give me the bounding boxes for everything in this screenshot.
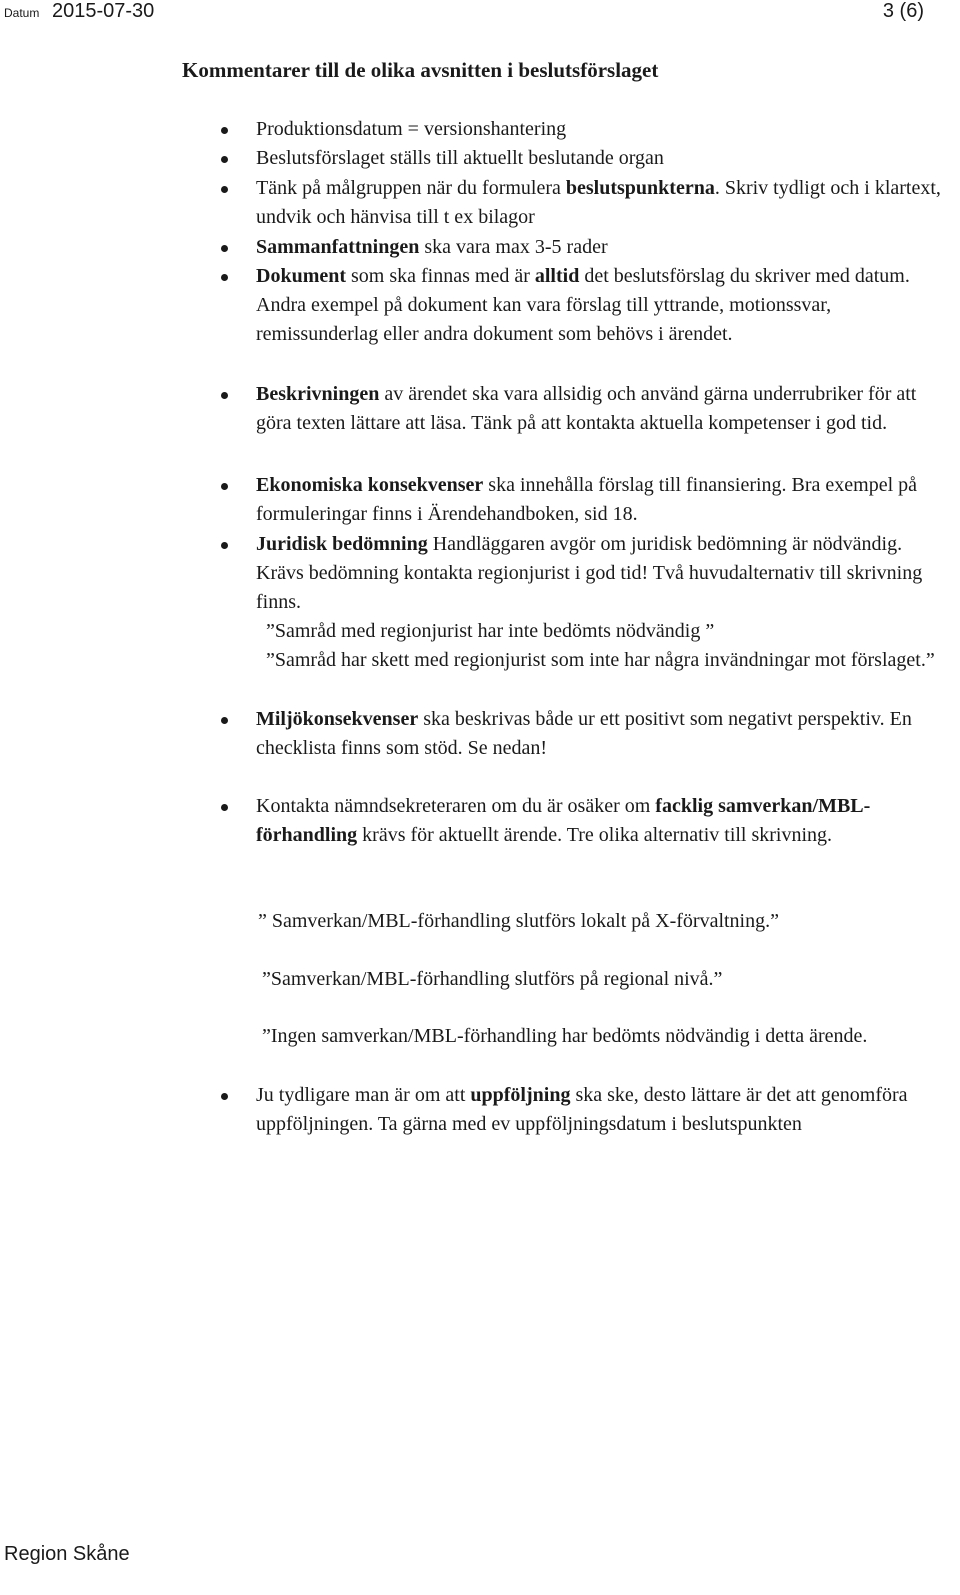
item-text: som ska finnas med är — [346, 265, 535, 287]
item-text: Beslutsförslaget ställs till aktuellt beslutande organ — [256, 147, 664, 169]
list-item-ekonomiska-konsekvenser — [256, 471, 950, 529]
item-keyword: beslutspunkterna — [565, 177, 715, 199]
list-item-sammanfattningen — [256, 233, 950, 262]
item-text: ska vara max 3-5 rader — [419, 236, 608, 258]
section-title: Kommentarer till de olika avsnitten i beslutsförslaget — [182, 58, 659, 82]
item-keyword: Miljökonsekvenser — [256, 708, 419, 730]
list-item-dokument — [256, 262, 950, 349]
quote-samrad-inte-bedomts — [256, 617, 950, 646]
item-text: Kontakta nämndsekreteraren om du är osäker om — [256, 795, 656, 817]
list-item-uppfoljning — [256, 1081, 950, 1139]
item-text: ”Ingen samverkan/MBL-förhandling har bedömts nödvändig i detta ärende. — [262, 1025, 868, 1047]
item-text: krävs för aktuellt ärende. Tre olika alternativ till skrivning. — [357, 824, 833, 846]
item-text: . Skriv tydligt och i klartext, undvik och hänvisa till t ex bilagor — [256, 177, 941, 228]
item-keyword: Juridisk bedömning — [256, 533, 428, 555]
page-number: 3 (6) — [882, 0, 924, 22]
quote-ingen-samverkan — [256, 1022, 950, 1051]
date-value: 2015-07-30 — [52, 0, 155, 22]
item-keyword: Ekonomiska konsekvenser — [256, 474, 484, 496]
item-text: det beslutsförslag du skriver med datum. Andra exempel på dokument kan vara förslag till yttrande, motionssvar, remissunderlag eller andra dokument som behövs i ärendet. — [256, 265, 910, 345]
list-item-facklig-samverkan — [256, 792, 950, 850]
item-text: Ju tydligare man är om att — [256, 1084, 471, 1106]
item-text: ”Samråd har skett med regionjurist som inte har några invändningar mot förslaget.” — [266, 649, 935, 671]
item-text: av ärendet ska vara allsidig och använd gärna underrubriker för att göra texten lättare att läsa. Tänk på att kontakta aktuella kompetenser i god tid. — [256, 383, 917, 434]
item-text: ”Samråd med regionjurist har inte bedömts nödvändig ” — [266, 620, 715, 642]
item-keyword: Sammanfattningen — [256, 236, 420, 258]
page-header — [0, 0, 960, 28]
list-item-beslutande-organ — [256, 144, 950, 173]
item-text: ”Samverkan/MBL-förhandling slutförs på regional nivå.” — [262, 968, 723, 990]
item-text: ska ske, desto lättare är det att genomföra uppföljningen. Ta gärna med ev uppföljningsdatum i beslutspunkten — [256, 1084, 908, 1135]
item-keyword: uppföljning — [470, 1084, 571, 1106]
footer-org: Region Skåne — [4, 1543, 130, 1565]
list-item-miljokonsekvenser — [256, 705, 950, 763]
quote-lokalt — [256, 907, 950, 936]
date-label: Datum — [4, 6, 40, 20]
item-text: Produktionsdatum = versionshantering — [256, 118, 567, 140]
item-text: ska beskrivas både ur ett positivt som negativt perspektiv. En checklista finns som stöd. Se nedan! — [256, 708, 912, 759]
item-text: Handläggaren avgör om juridisk bedömning är nödvändig. Krävs bedömning kontakta regionjurist i god tid! Två huvudalternativ till skrivning finns. — [256, 533, 923, 613]
item-text: ” Samverkan/MBL-förhandling slutförs lokalt på X-förvaltning.” — [258, 910, 779, 932]
item-keyword: Dokument — [256, 265, 347, 287]
list-item-beskrivningen — [256, 380, 950, 438]
quote-samrad-har-skett — [256, 646, 950, 675]
list-item-juridisk-bedomning — [256, 530, 950, 617]
item-keyword: alltid — [534, 265, 580, 287]
item-keyword: facklig samverkan/MBL-förhandling — [256, 795, 871, 846]
item-keyword: Beskrivningen — [256, 383, 380, 405]
list-item-malgruppen — [256, 174, 950, 232]
list-item-produktionsdatum — [256, 115, 950, 144]
item-text: Tänk på målgruppen när du formulera — [256, 177, 566, 199]
item-text: ska innehålla förslag till finansiering. Bra exempel på formuleringar finns i Ärendehandboken, sid 18. — [256, 474, 918, 525]
quote-regional-niva — [256, 965, 950, 994]
